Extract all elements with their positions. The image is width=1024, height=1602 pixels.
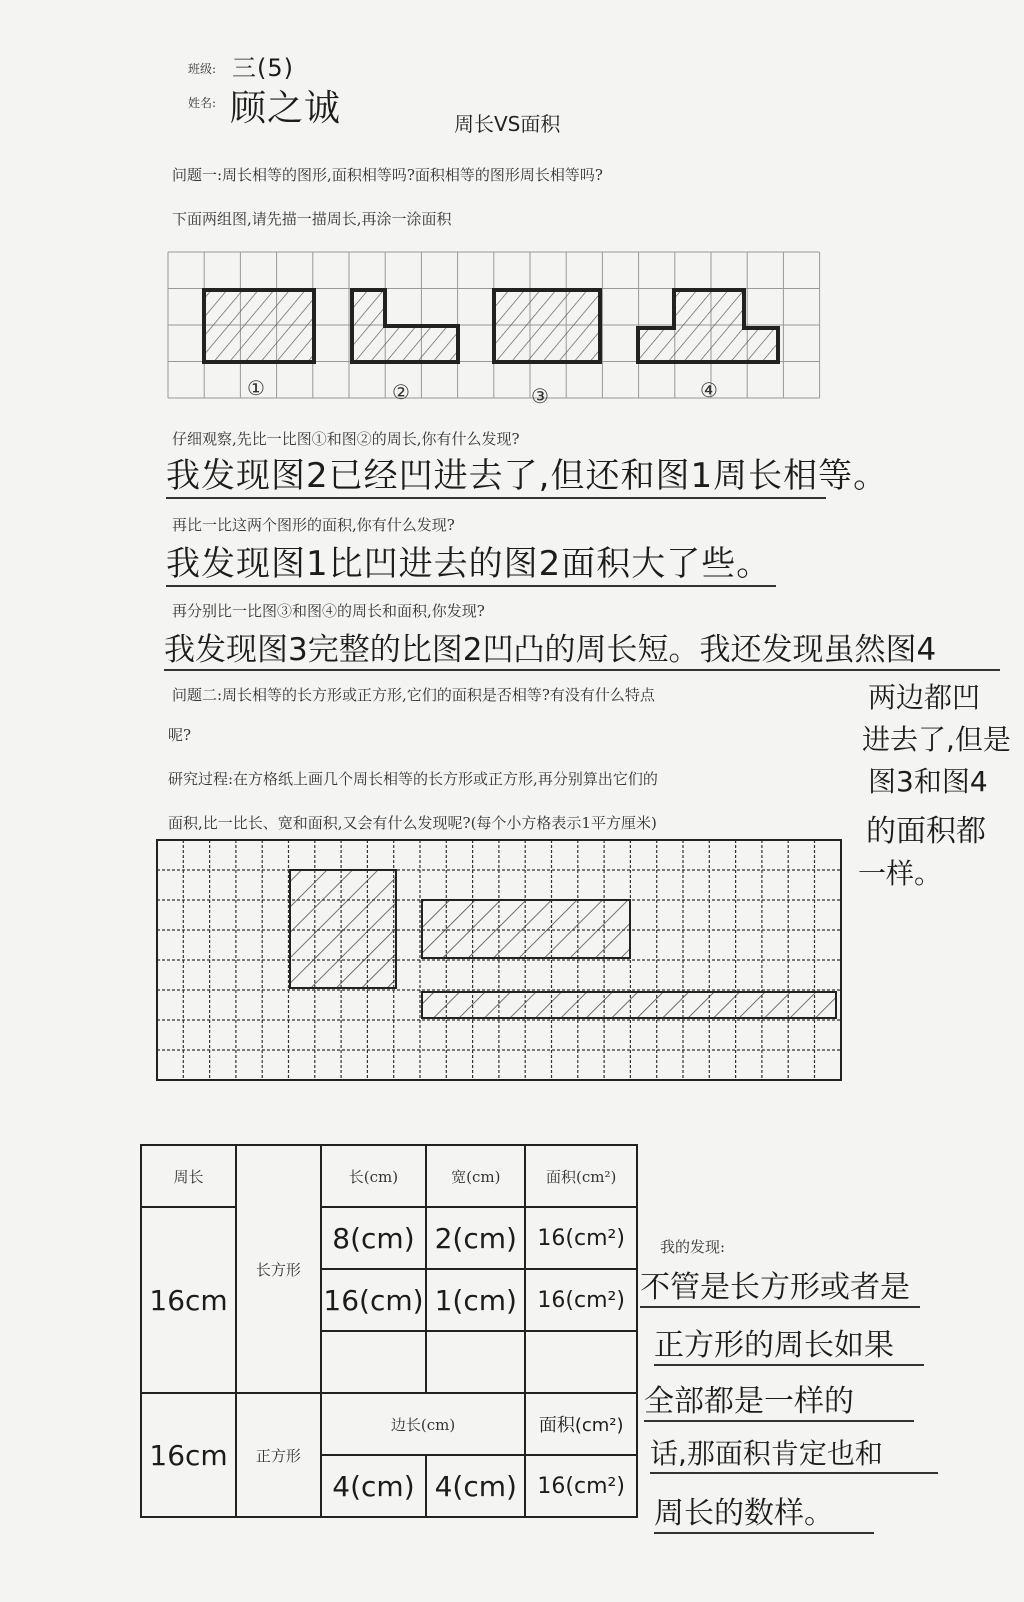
research-line1: 研究过程:在方格纸上画几个周长相等的长方形或正方形,再分别算出它们的 [168,770,658,788]
answer-3-side-5: 一样。 [858,857,943,890]
rect-row1-length: 8(cm) [321,1207,426,1269]
class-label: 班级: [188,62,217,76]
drawn-rect-2 [422,900,630,958]
page-title: 周长VS面积 [454,112,561,136]
square-perimeter: 16cm [141,1393,236,1517]
header-square: 正方形 [236,1393,321,1517]
finding-line-1: 不管是长方形或者是 [640,1262,920,1308]
name-label: 姓名: [188,96,217,110]
figure-1 [204,290,314,362]
square-area: 16(cm²) [525,1455,637,1517]
answer-3-side-1: 两边都凹 [868,681,981,714]
prompt-1: 仔细观察,先比一比图①和图②的周长,你有什么发现? [172,430,520,448]
prompt-2: 再比一比这两个图形的面积,你有什么发现? [172,516,455,534]
prompt-3: 再分别比一比图③和图④的周长和面积,你发现? [172,602,485,620]
answer-3-line1: 我发现图3完整的比图2凹凸的周长短。我还发现虽然图4 [164,624,1000,671]
q2-title-line2: 呢? [168,726,192,744]
findings-label: 我的发现: [660,1238,726,1256]
finding-line-4: 话,那面积肯定也和 [650,1432,938,1474]
answer-2: 我发现图1比凹进去的图2面积大了些。 [166,536,776,587]
name-value: 顾之诚 [230,88,342,129]
finding-line-2: 正方形的周长如果 [654,1320,924,1366]
rect-empty-3 [525,1331,637,1393]
header-area: 面积(cm²) [525,1145,637,1207]
answer-3-side-3: 图3和图4 [868,765,988,798]
header-length: 长(cm) [321,1145,426,1207]
square-side-1: 4(cm) [321,1455,426,1517]
header-area-hand: 面积(cm²) [525,1393,637,1455]
rect-perimeter: 16cm [141,1207,236,1393]
rect-row2-length: 16(cm) [321,1269,426,1331]
answer-3-side-4: 的面积都 [866,814,986,849]
square-side-2: 4(cm) [426,1455,525,1517]
rect-empty-1 [321,1331,426,1393]
answer-3-side-2: 进去了,但是 [862,723,1011,756]
figure-2 [352,290,458,362]
rect-empty-2 [426,1331,525,1393]
q1-instruction: 下面两组图,请先描一描周长,再涂一涂面积 [172,210,452,228]
research-line2: 面积,比一比长、宽和面积,又会有什么发现呢?(每个小方格表示1平方厘米) [168,814,657,832]
header-perimeter: 周长 [141,1145,236,1207]
answer-1: 我发现图2已经凹进去了,但还和图1周长相等。 [166,448,826,499]
grid-2 [157,840,841,1080]
figure-label-1: ① [247,376,265,400]
rect-row2-width: 1(cm) [426,1269,525,1331]
figure-label-2: ② [392,380,410,404]
header-width: 宽(cm) [426,1145,525,1207]
finding-line-5: 周长的数样。 [654,1488,874,1534]
class-value: 三(5) [232,54,294,82]
q1-title: 问题一:周长相等的图形,面积相等吗?面积相等的图形周长相等吗? [172,166,603,184]
results-table [140,1144,638,1518]
figure-label-4: ④ [700,378,718,402]
header-rect: 长方形 [236,1145,321,1393]
header-side: 边长(cm) [321,1393,526,1455]
figure-4 [638,290,778,362]
q2-title-line1: 问题二:周长相等的长方形或正方形,它们的面积是否相等?有没有什么特点 [172,686,655,704]
rect-row1-area: 16(cm²) [525,1207,637,1269]
drawn-rect-1 [290,870,396,988]
figure-label-3: ③ [531,384,549,408]
rect-row2-area: 16(cm²) [525,1269,637,1331]
rect-row1-width: 2(cm) [426,1207,525,1269]
figure-3 [494,290,600,362]
drawn-rect-3 [422,992,836,1018]
finding-line-3: 全部都是一样的 [644,1376,914,1422]
